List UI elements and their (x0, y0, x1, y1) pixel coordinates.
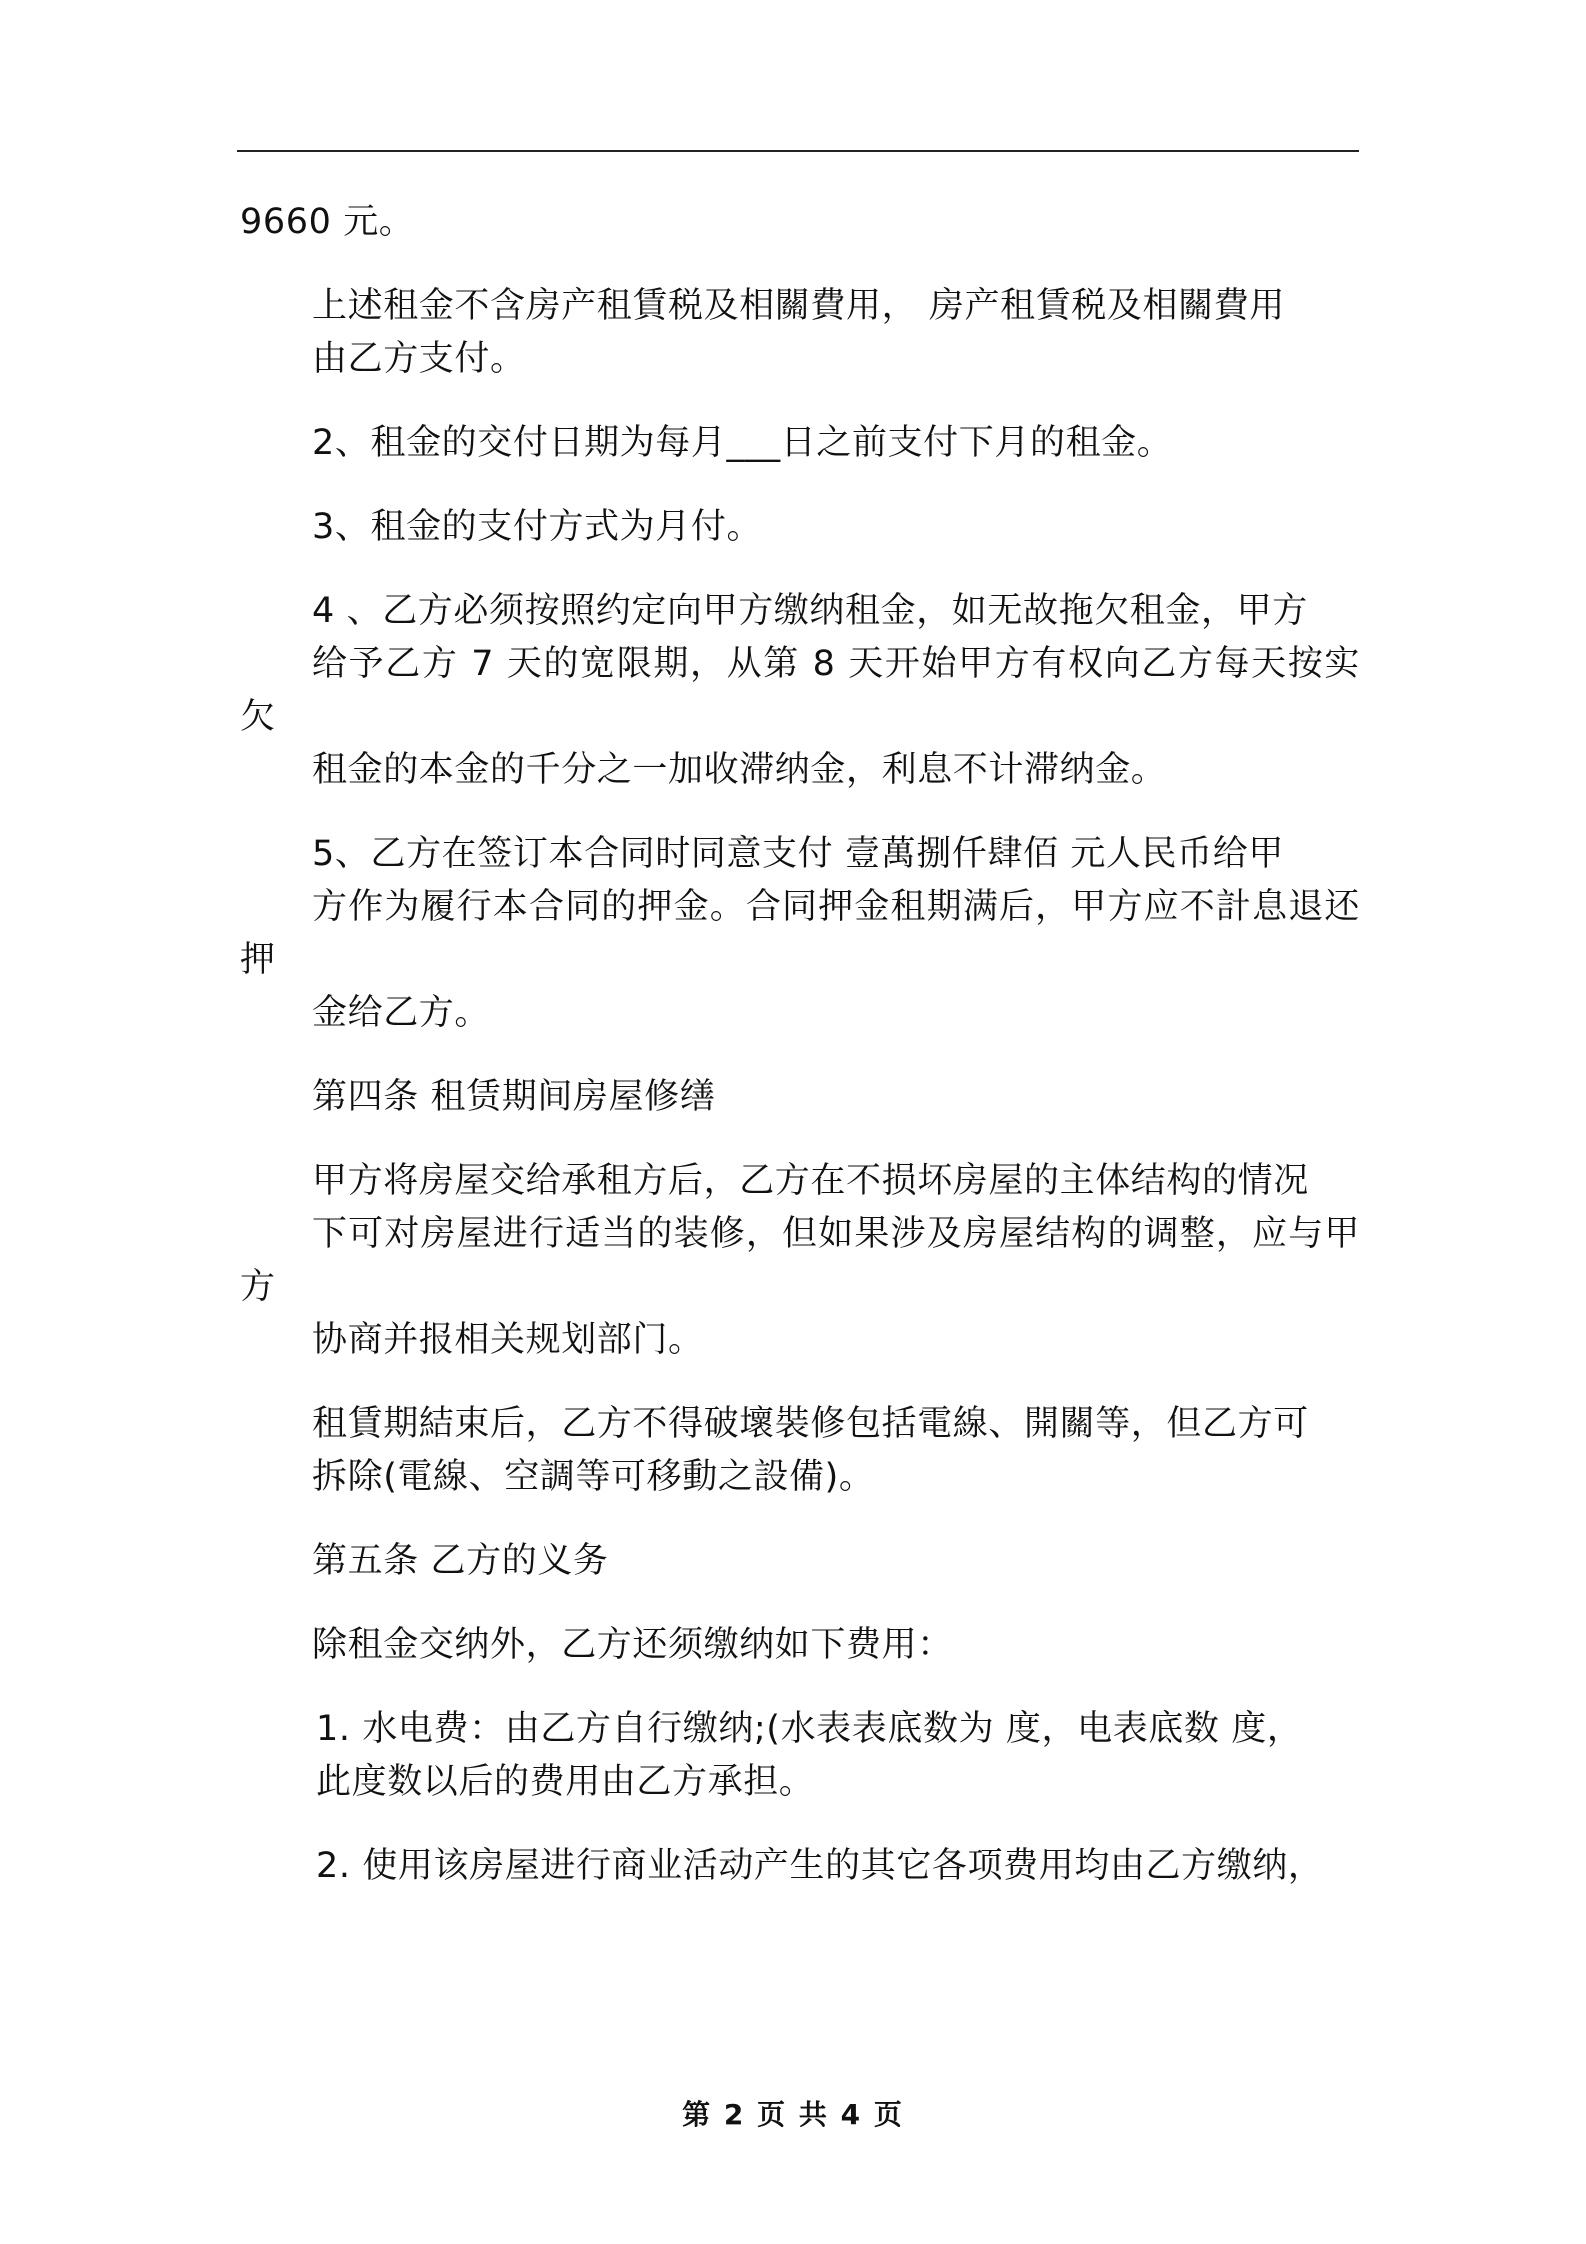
paragraph (240, 196, 1360, 249)
paragraph-line: 除租金交纳外，乙方还须缴纳如下费用： (312, 1625, 953, 1665)
paragraph (240, 1155, 1360, 1367)
paragraph-line: 下可对房屋进行适当的装修，但如果涉及房屋结构的调整，应与甲方 (240, 1214, 1360, 1307)
paragraph-line: 3、租金的支付方式为月付。 (312, 507, 763, 547)
paragraph-line: 上述租金不含房产租賃税及相關費用， 房产租賃税及相關費用 (312, 286, 1285, 326)
paragraph (240, 585, 1360, 797)
paragraph (240, 1840, 1360, 1893)
paragraph-line: 9660 元。 (240, 202, 415, 242)
paragraph-line: 金给乙方。 (312, 993, 491, 1033)
paragraph-line: 租賃期結束后，乙方不得破壞裝修包括電線、開關等，但乙方可 (312, 1404, 1309, 1444)
paragraph-line: 由乙方支付。 (312, 339, 526, 379)
paragraph-line: 方作为履行本合同的押金。合同押金租期满后，甲方应不計息退还押 (240, 887, 1360, 980)
paragraph (240, 1535, 1360, 1588)
paragraph-line: 租金的本金的千分之一加收滞纳金，利息不计滞纳金。 (312, 750, 1167, 790)
paragraph (240, 280, 1360, 386)
paragraph-line: 5、乙方在签订本合同时同意支付 壹萬捌仟肆佰 元人民币给甲 (312, 834, 1284, 874)
header-rule (237, 150, 1359, 152)
paragraph (240, 1071, 1360, 1124)
paragraph-line: 1. 水电费：由乙方自行缴纳;(水表表底数为 度，电表底数 度， (316, 1709, 1303, 1749)
paragraph-line: 4 、乙方必须按照约定向甲方缴纳租金，如无故拖欠租金，甲方 (312, 591, 1308, 631)
paragraph (240, 417, 1360, 470)
paragraph-line: 第五条 乙方的义务 (312, 1541, 609, 1581)
paragraph-line: 协商并报相关规划部门。 (312, 1320, 704, 1360)
paragraph-line: 拆除(電線、空調等可移動之設備)。 (312, 1457, 875, 1497)
paragraph-line: 甲方将房屋交给承租方后，乙方在不损坏房屋的主体结构的情况 (312, 1161, 1309, 1201)
paragraph-line: 2. 使用该房屋进行商业活动产生的其它各项费用均由乙方缴纳， (316, 1846, 1324, 1886)
paragraph (240, 828, 1360, 1040)
page-number: 第 2 页 共 4 页 (682, 2098, 904, 2131)
paragraph (240, 1703, 1360, 1809)
paragraph-line: 给予乙方 7 天的宽限期，从第 8 天开始甲方有权向乙方每天按实欠 (240, 644, 1360, 737)
document-body (240, 196, 1360, 1924)
paragraph-line: 2、租金的交付日期为每月___日之前支付下月的租金。 (312, 423, 1173, 463)
paragraph-line: 第四条 租赁期间房屋修缮 (312, 1077, 716, 1117)
paragraph (240, 1398, 1360, 1504)
paragraph (240, 501, 1360, 554)
paragraph-line: 此度数以后的费用由乙方承担。 (316, 1762, 815, 1802)
paragraph (240, 1619, 1360, 1672)
